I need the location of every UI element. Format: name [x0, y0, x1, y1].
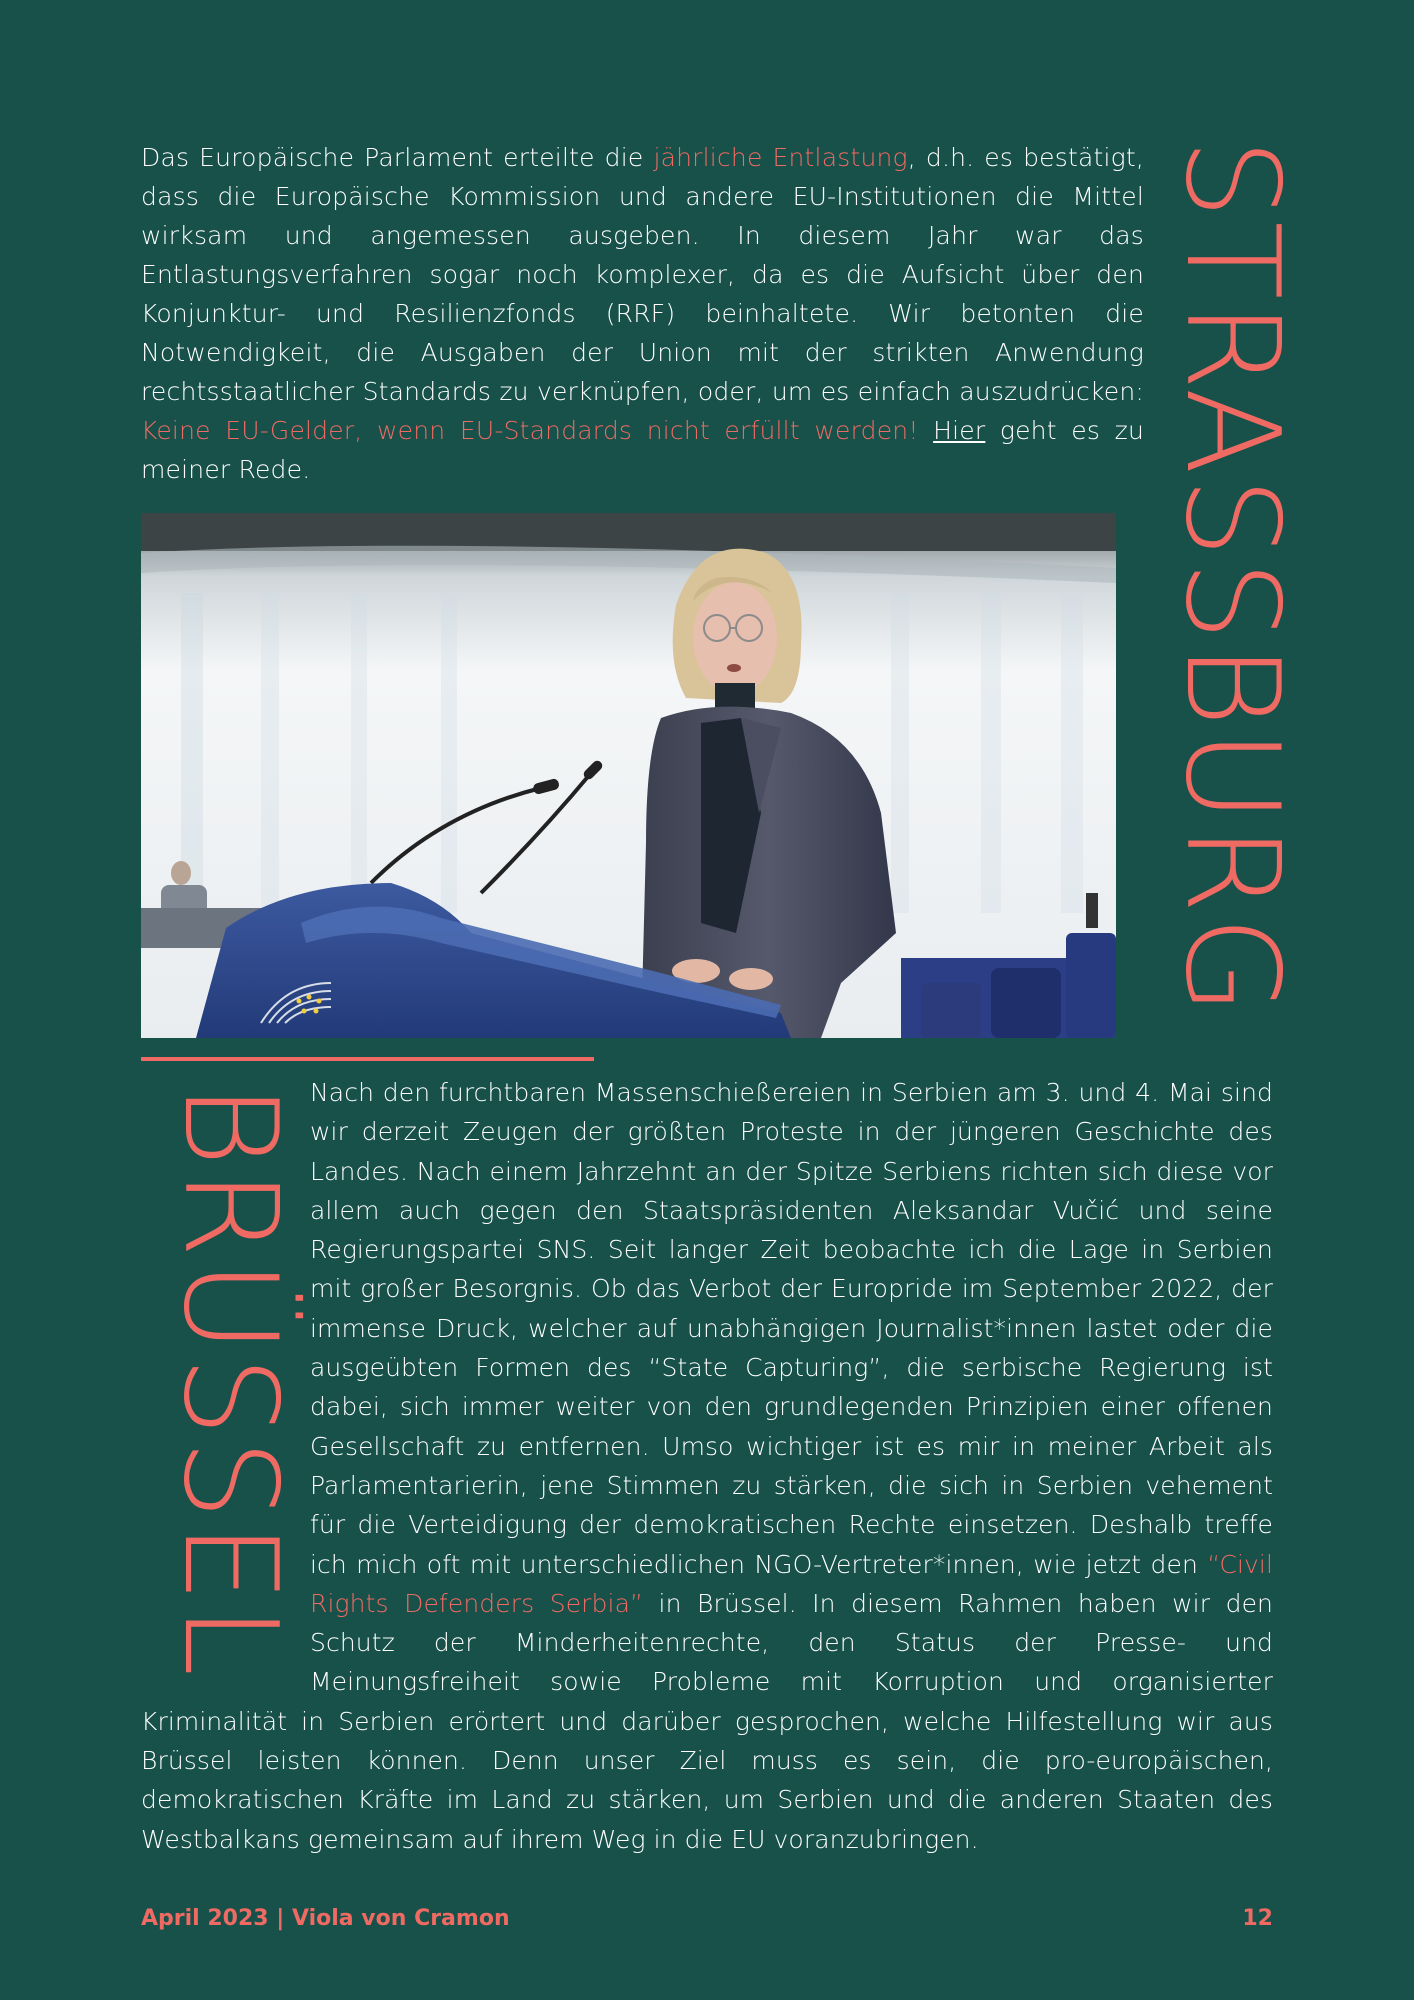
bruessel-heading: BRÜSSEL [155, 1083, 304, 1679]
strassburg-text-3: geht es zu meiner Rede. [141, 416, 1144, 484]
strassburg-vertical-heading-box [1157, 138, 1306, 1033]
highlight-keine-eu-gelder: Keine EU-Gelder, wenn EU-Standards nicht erfüllt werden! [141, 416, 919, 445]
strassburg-heading: STRASSBURG [1157, 138, 1306, 1017]
highlight-jaehrliche-entlastung: jährliche Entlastung [653, 143, 908, 172]
section-divider [141, 1057, 594, 1061]
page-number: 12 [1242, 1906, 1273, 1931]
footer-date-author: April 2023 | Viola von Cramon [141, 1906, 510, 1931]
strassburg-text-1: Das Europäische Parlament erteilte die [141, 143, 654, 172]
strassburg-text-2: , d.h. es bestätigt, dass die Europäische Kommission und andere EU-Institutionen die Mittel wirksam und angemessen ausgeben. In diesem Jahr war das Entlastungsverfahren sogar noch komplexer, da es die Aufsicht über den Konjunktur- und Resilienzfonds (RRF) beinhaltete. Wir betonten die Notwendigkeit, die Ausgaben der Union mit der strikten Anwendung rechtsstaatlicher Standards zu verknüpfen, oder, um es einfach auszudrücken: [141, 143, 1144, 406]
strassburg-paragraph [141, 138, 1144, 489]
speech-link[interactable]: Hier [933, 416, 986, 445]
bruessel-text-2: in Brüssel. In diesem Rahmen haben wir den Schutz der Minderheitenrechte, den Status der Presse- und Meinungsfreiheit sowie Probleme mit Korruption und organisierter Kriminalität in Serbien erörtert und darüber gesprochen, welche Hilfestellung wir aus Brüssel leisten können. Denn unser Ziel muss es sein, die pro-europäischen, demokratischen Kräfte im Land zu stärken, um Serbien und die anderen Staaten des Westbalkans gemeinsam auf ihrem Weg in die EU voranzubringen. [141, 1588, 1273, 1854]
heading-float-space [141, 1073, 310, 1693]
plenary-speech-photo [141, 513, 1116, 1038]
highlight-civil-rights-defenders: “Civil Rights Defenders Serbia” [310, 1549, 1273, 1618]
speaker-at-podium-illustration [141, 513, 1116, 1038]
bruessel-paragraph [141, 1073, 1273, 1859]
bruessel-text-1: Nach den furchtbaren Massenschießereien in Serbien am 3. und 4. Mai sind wir derzeit Zeugen der größten Proteste in der jüngeren Geschichte des Landes. Nach einem Jahrzehnt an der Spitze Serbiens richten sich diese vor allem auch gegen den Staatspräsidenten Aleksandar Vučić und seine Regierungspartei SNS. Seit langer Zeit beobachte ich die Lage in Serbien mit großer Besorgnis. Ob das Verbot der Europride im September 2022, der immense Druck, welcher auf unabhängigen Journalist*innen lastet oder die ausgeübten Formen des “State Capturing”, die serbische Regierung ist dabei, sich immer weiter von den grundlegenden Prinzipien einer offenen Gesellschaft zu entfernen. Umso wichtiger ist es mir in meiner Arbeit als Parlamentarierin, jene Stimmen zu stärken, die sich in Serbien vehement für die Verteidigung der demokratischen Rechte einsetzen. Deshalb treffe ich mich oft mit unterschiedlichen NGO-Vertreter*innen, wie jetzt den [310, 1078, 1273, 1579]
